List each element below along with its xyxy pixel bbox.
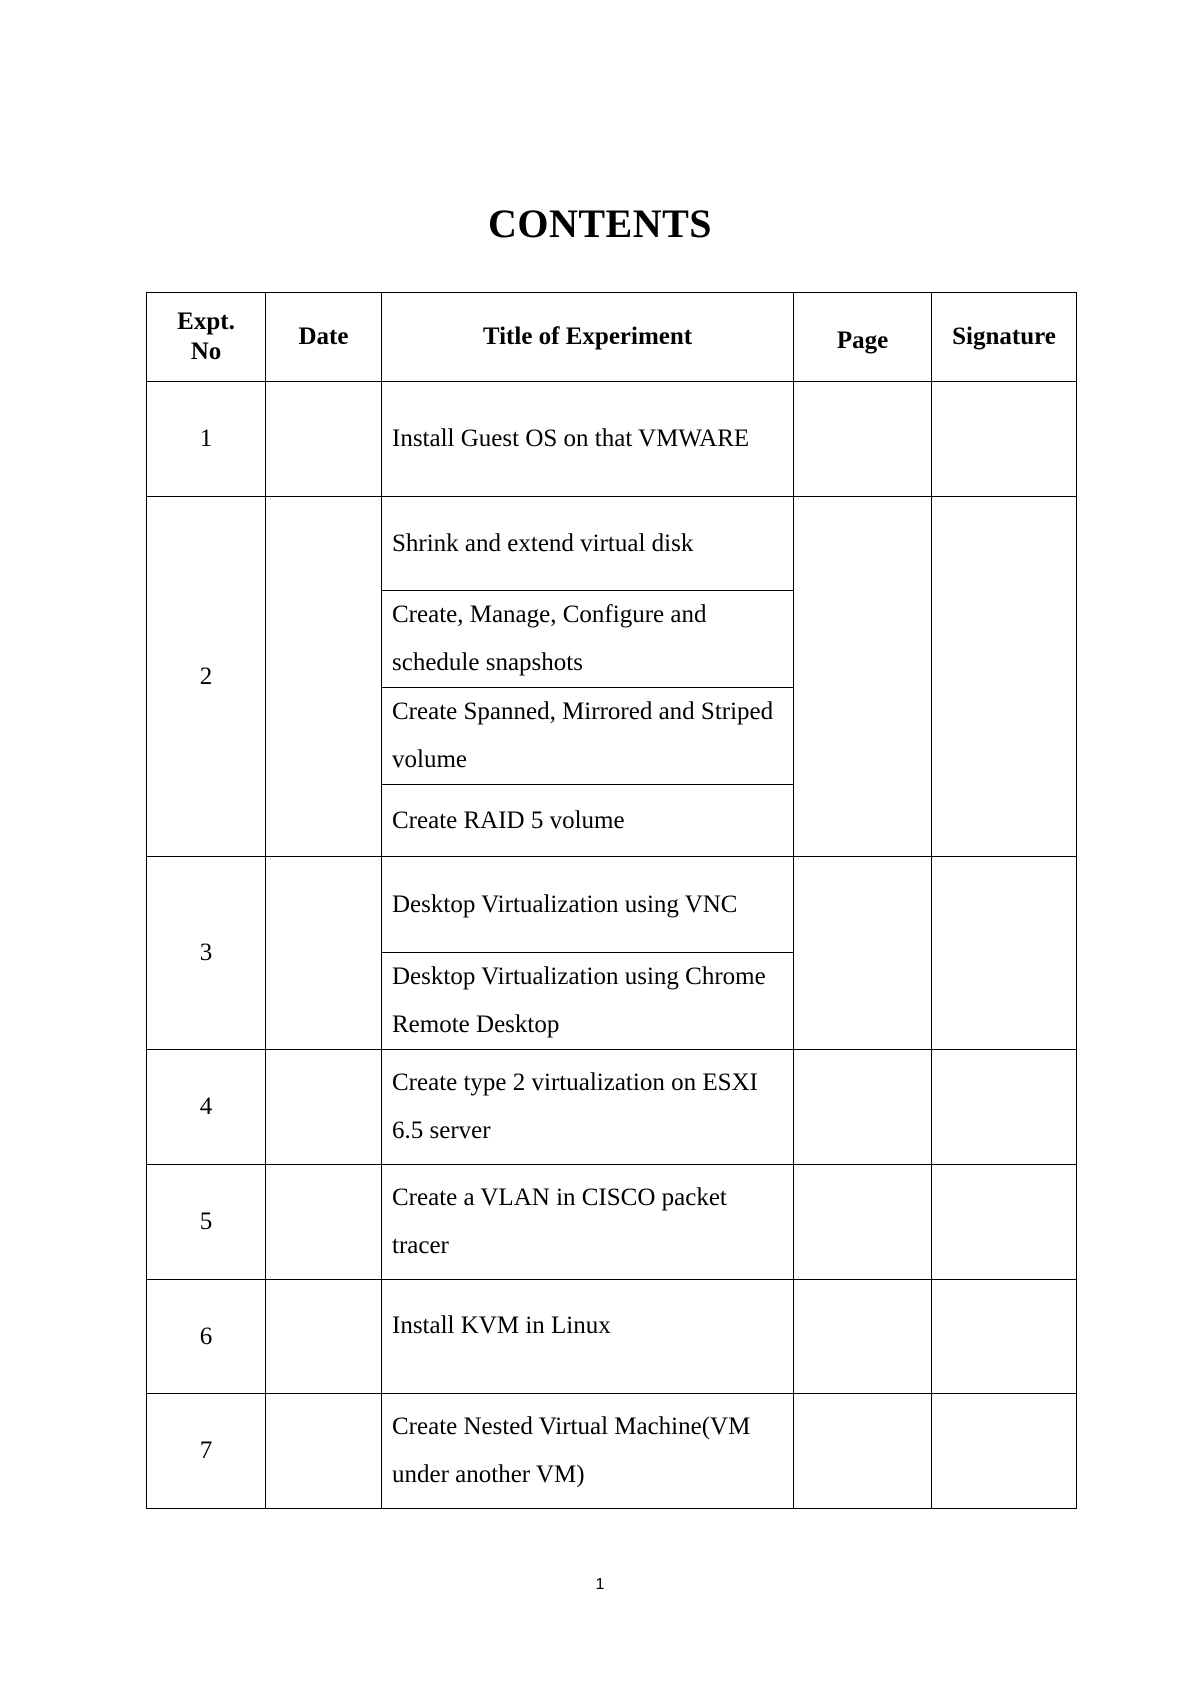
expt-number: 7	[147, 1394, 266, 1509]
experiment-title: Create type 2 virtualization on ESXI 6.5 server	[382, 1050, 794, 1165]
contents-table	[146, 292, 1077, 1509]
expt-number: 5	[147, 1165, 266, 1280]
table-row	[147, 497, 1077, 591]
experiment-title: Create a VLAN in CISCO packet tracer	[382, 1165, 794, 1280]
expt-number: 3	[147, 857, 266, 1050]
page-cell	[794, 382, 932, 497]
expt-number: 4	[147, 1050, 266, 1165]
experiment-title: Create, Manage, Configure and schedule snapshots	[382, 591, 794, 688]
table-row	[147, 1165, 1077, 1280]
page-cell	[794, 857, 932, 1050]
signature-cell	[932, 497, 1077, 857]
signature-cell	[932, 1394, 1077, 1509]
date-cell	[266, 1050, 382, 1165]
date-cell	[266, 1165, 382, 1280]
experiment-title: Create Nested Virtual Machine(VM under another VM)	[382, 1394, 794, 1509]
header-date: Date	[266, 293, 382, 382]
date-cell	[266, 857, 382, 1050]
table-header-row	[147, 293, 1077, 382]
table-row	[147, 382, 1077, 497]
table-row	[147, 857, 1077, 953]
date-cell	[266, 382, 382, 497]
experiment-title: Create RAID 5 volume	[382, 785, 794, 857]
page-cell	[794, 1394, 932, 1509]
experiment-title: Install KVM in Linux	[382, 1280, 794, 1394]
page-number: 1	[595, 1576, 605, 1593]
page-title: CONTENTS	[487, 201, 713, 246]
signature-cell	[932, 1050, 1077, 1165]
experiment-title: Create Spanned, Mirrored and Striped volume	[382, 688, 794, 785]
expt-number: 2	[147, 497, 266, 857]
table-row	[147, 1050, 1077, 1165]
header-signature: Signature	[932, 293, 1077, 382]
experiment-title: Install Guest OS on that VMWARE	[382, 382, 794, 497]
page-cell	[794, 1280, 932, 1394]
signature-cell	[932, 382, 1077, 497]
page-cell	[794, 1165, 932, 1280]
signature-cell	[932, 857, 1077, 1050]
expt-number: 1	[147, 382, 266, 497]
table-row	[147, 1394, 1077, 1509]
experiment-title: Desktop Virtualization using VNC	[382, 857, 794, 953]
date-cell	[266, 1280, 382, 1394]
header-page: Page	[794, 293, 932, 382]
signature-cell	[932, 1280, 1077, 1394]
page-cell	[794, 1050, 932, 1165]
table-row	[147, 1280, 1077, 1394]
date-cell	[266, 497, 382, 857]
experiment-title: Shrink and extend virtual disk	[382, 497, 794, 591]
header-title: Title of Experiment	[382, 293, 794, 382]
expt-number: 6	[147, 1280, 266, 1394]
signature-cell	[932, 1165, 1077, 1280]
date-cell	[266, 1394, 382, 1509]
experiment-title: Desktop Virtualization using Chrome Remote Desktop	[382, 953, 794, 1050]
page-cell	[794, 497, 932, 857]
header-expt-no: Expt. No	[147, 293, 266, 382]
